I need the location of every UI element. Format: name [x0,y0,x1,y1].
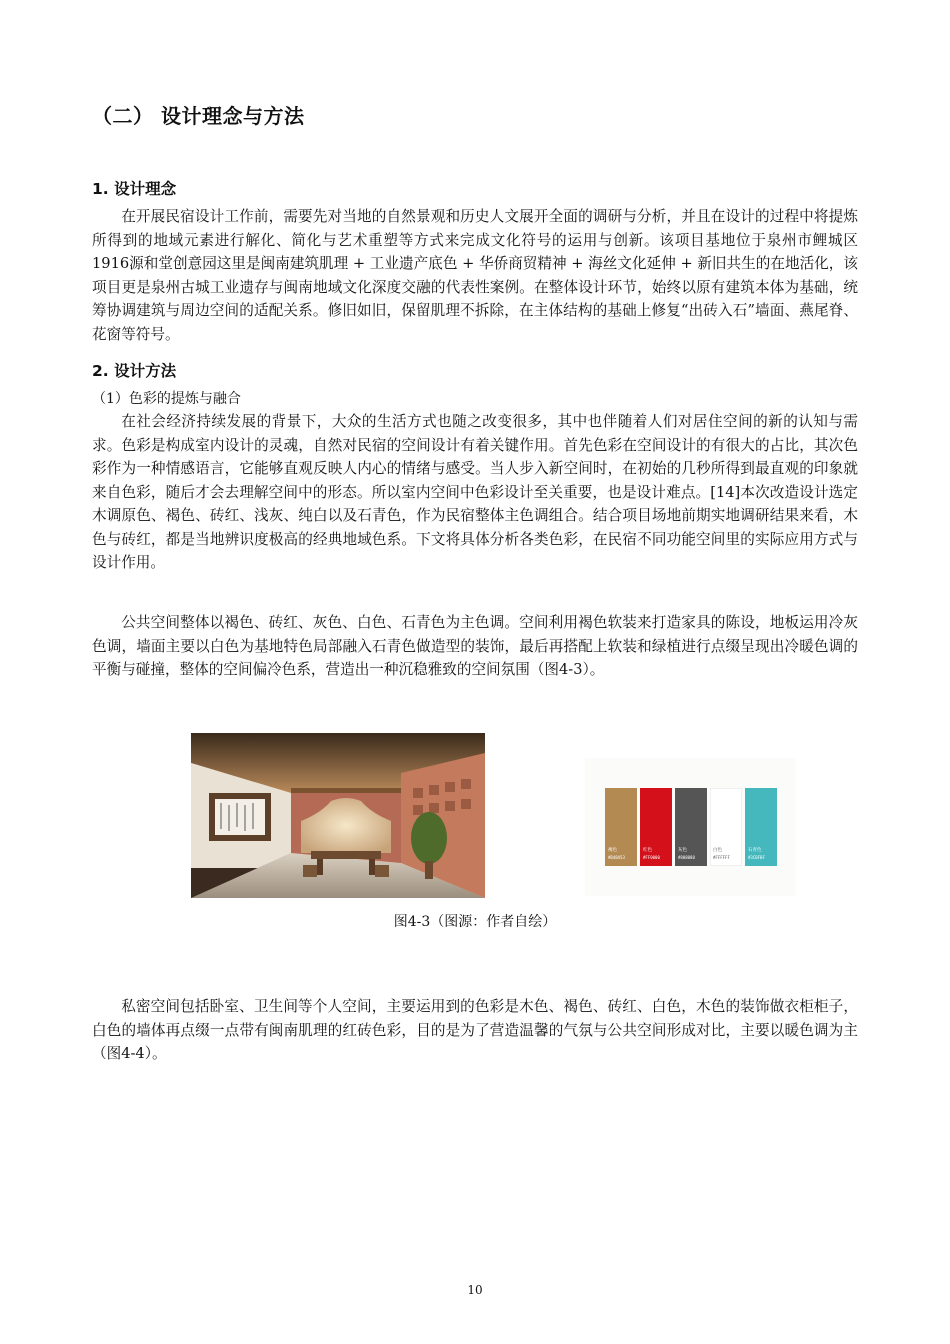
paragraph-public-space: 公共空间整体以褐色、砖红、灰色、白色、石青色为主色调。空间利用褐色软装来打造家具的陈设，地板运用冷灰色调，墙面主要以白色为基地特色局部融入石青色做造型的装饰，最后再搭配上软装和绿植进行点缀呈现出冷暖色调的平衡与碰撞，整体的空间偏冷色系，营造出一种沉稳雅致的空间氛围（图4-3）。 [92,614,858,678]
interior-rendering-image [191,733,485,898]
swatch-hex: #FF0000 [643,855,660,860]
swatch-hex: #FFFFFF [713,855,730,860]
color-swatch [745,788,777,866]
swatch-hex: #B48A53 [608,855,625,860]
swatch-name: 红色 [643,848,652,853]
paragraph-color-theory: 在社会经济持续发展的背景下，大众的生活方式也随之改变很多，其中也伴随着人们对居住空间的新的认知与需求。色彩是构成室内设计的灵魂，自然对民宿的空间设计有着关键作用。首先色彩在空间设计的有很大的占比，其次色彩作为一种情感语言，它能够直观反映人内心的情绪与感受。当人步入新空间时，在初始的几秒所得到最直观的印象就来自色彩，随后才会去理解空间中的形态。所以室内空间中色彩设计至关重要，也是设计难点。[14]本次改造设计选定木调原色、褐色、砖红、浅灰、纯白以及石青色，作为民宿整体主色调组合。结合项目场地前期实地调研结果来看，木色与砖红，都是当地辨识度极高的经典地域色系。下文将具体分析各类色彩，在民宿不同功能空间里的实际应用方式与设计作用。 [92,413,858,571]
swatch-name: 石青色 [748,848,762,853]
color-swatch [710,788,742,866]
swatch-name: 白色 [713,848,722,853]
swatch-hex: #3CBFBF [748,855,765,860]
section-title: （二） 设计理念与方法 [92,104,305,128]
figure-caption: 图4-3（图源：作者自绘） [393,914,557,930]
minor-heading-color: （1）色彩的提炼与融合 [92,391,241,407]
subsection-title-design-concept: 1. 设计理念 [92,180,177,198]
color-swatch [605,788,637,866]
page-number: 10 [467,1283,483,1297]
subsection-title-design-method: 2. 设计方法 [92,362,177,380]
color-palette-image [585,758,795,896]
color-swatch [640,788,672,866]
paragraph-private-space: 私密空间包括卧室、卫生间等个人空间，主要运用到的色彩是木色、褐色、砖红、白色，木色的装饰做衣柜柜子，白色的墙体再点缀一点带有闽南肌理的红砖色彩，目的是为了营造温馨的气氛与公共空间形成对比，主要以暖色调为主（图4-4）。 [92,998,858,1062]
swatch-hex: #808080 [678,855,695,860]
swatch-name: 灰色 [678,848,687,853]
swatch-name: 褐色 [608,848,617,853]
color-swatch [675,788,707,866]
paragraph-design-concept: 在开展民宿设计工作前，需要先对当地的自然景观和历史人文展开全面的调研与分析，并且在设计的过程中将提炼所得到的地域元素进行解化、简化与艺术重塑等方式来完成文化符号的运用与创新。该项目基地位于泉州市鲤城区1916源和堂创意园这里是闽南建筑肌理 + 工业遗产底色 + 华侨商贸精神 + 海丝文化延伸 + 新旧共生的在地活化，该项目更是泉州古城工业遗存与闽南地域文化深度交融的代表性案例。在整体设计环节，始终以原有建筑本体为基础，统筹协调建筑与周边空间的适配关系。修旧如旧，保留肌理不拆除，在主体结构的基础上修复“出砖入石”墙面、燕尾脊、花窗等符号。 [92,208,858,343]
